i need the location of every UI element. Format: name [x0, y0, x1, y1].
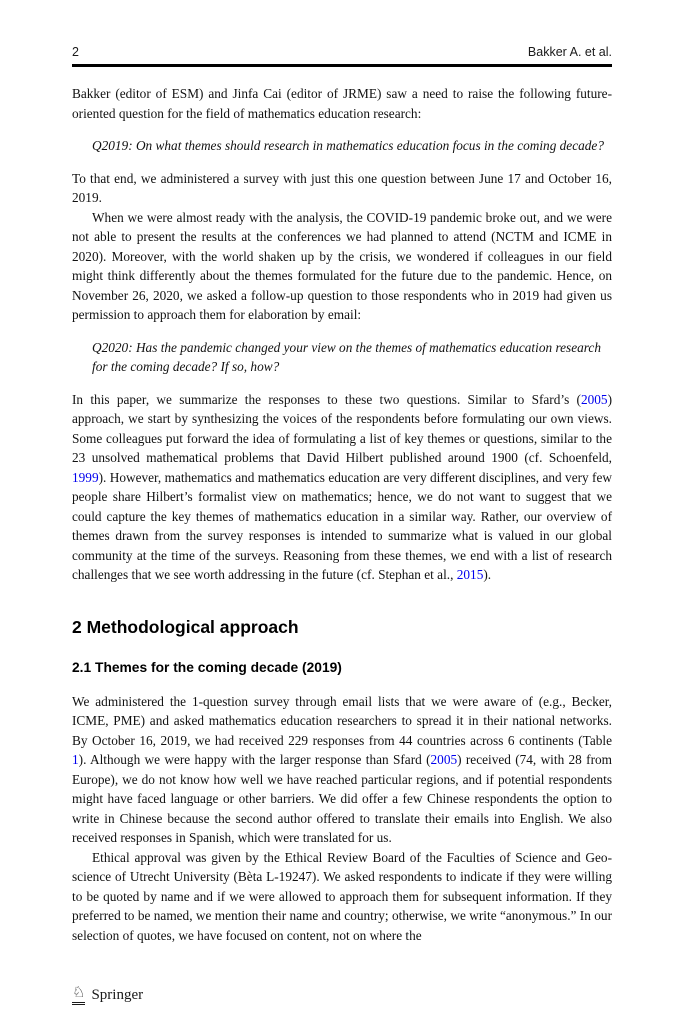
publisher-name: Springer — [91, 987, 144, 1003]
page-number: 2 — [72, 45, 79, 59]
body-paragraph: To that end, we administered a survey with just this one question between June 17 and October 16, 2019. — [72, 170, 612, 205]
page-footer — [72, 986, 143, 1005]
citation-link[interactable]: 1999 — [72, 469, 99, 485]
article-body — [72, 84, 612, 945]
citation-link[interactable]: 1 — [72, 752, 79, 767]
subsection-heading: 2.1 Themes for the coming decade (2019) — [72, 659, 342, 675]
citation-link[interactable]: 2015 — [456, 567, 484, 582]
body-paragraph: Bakker (editor of ESM) and Jinfa Cai (editor of JRME) saw a need to raise the following future-oriented question for the field of mathematics education research: — [72, 86, 612, 121]
citation-link[interactable]: 2005 — [580, 391, 608, 407]
page-header — [72, 45, 612, 59]
block-quote: Q2020: Has the pandemic changed your view on the themes of mathematics education research for the coming decade? If so, how? — [92, 339, 601, 374]
springer-horse-logo-icon: ♘ — [72, 986, 85, 1005]
body-paragraph: When we were almost ready with the analysis, the COVID-19 pandemic broke out, and we were not able to present the results at the conferences we had planned to attend (NCTM and ICME in 2020). Moreover, with the world shaken up by the crisis, we wondered if colleagues in our field might think differently about the themes formulated for the future due to the pandemic. Hence, on November 26, 2020, we asked a follow-up question to those respondents who in 2019 had given us permission to approach them for elaboration by email: — [72, 209, 612, 322]
header-rule — [72, 64, 612, 67]
body-paragraph: In this paper, we summarize the responses to these two questions. Similar to Sfard’s (2005) approach, we start by synthesizing the voices of the respondents before formulating our own views. Some colleagues put forward the idea of formulating a list of key themes or questions, similar to the 23 unsolved mathematical problems that David Hilbert published around 1900 (cf. Schoenfeld, 1999). However, mathematics and mathematics education are very different disciplines, and very few people share Hilbert’s formalist view on mathematics; hence, we do not want to suggest that we could capture the key themes of mathematics education in a similar way. Rather, our overview of themes drawn from the survey responses is intended to summarize what is valued in our global community at the time of the surveys. Reasoning from these themes, we end with a list of research challenges that we see worth addressing in the future (cf. Stephan et al., 2015). — [72, 391, 612, 582]
body-paragraph: Ethical approval was given by the Ethical Review Board of the Faculties of Science and Geo-science of Utrecht University (Bèta L-19247). We asked respondents to indicate if they were willing to be quoted by name and if we were allowed to approach them for subsequent information. If they preferred to be named, we mention their name and country; otherwise, we write “anonymous.” In our selection of quotes, we have focused on content, not on where the — [72, 849, 612, 943]
block-quote: Q2019: On what themes should research in mathematics education focus in the coming decade? — [92, 138, 604, 153]
running-head-authors: Bakker A. et al. — [527, 45, 612, 59]
body-paragraph: We administered the 1-question survey through email lists that we were aware of (e.g., Becker, ICME, PME) and asked mathematics education researchers to spread it in their national networks. By October 16, 2019, we had received 229 responses from 44 countries across 6 continents (Table 1). Although we were happy with the larger response than Sfard (2005) received (74, with 28 from Europe), we do not know how well we have reached particular regions, and if potential respondents might have faced language or other barriers. We did offer a few Chinese respondents the option to write in Chinese because the second author offered to translate their emails into English. We also received responses in Spanish, which were translated for us. — [72, 693, 612, 845]
section-heading: 2 Methodological approach — [72, 616, 299, 637]
citation-link[interactable]: 2005 — [430, 752, 458, 767]
